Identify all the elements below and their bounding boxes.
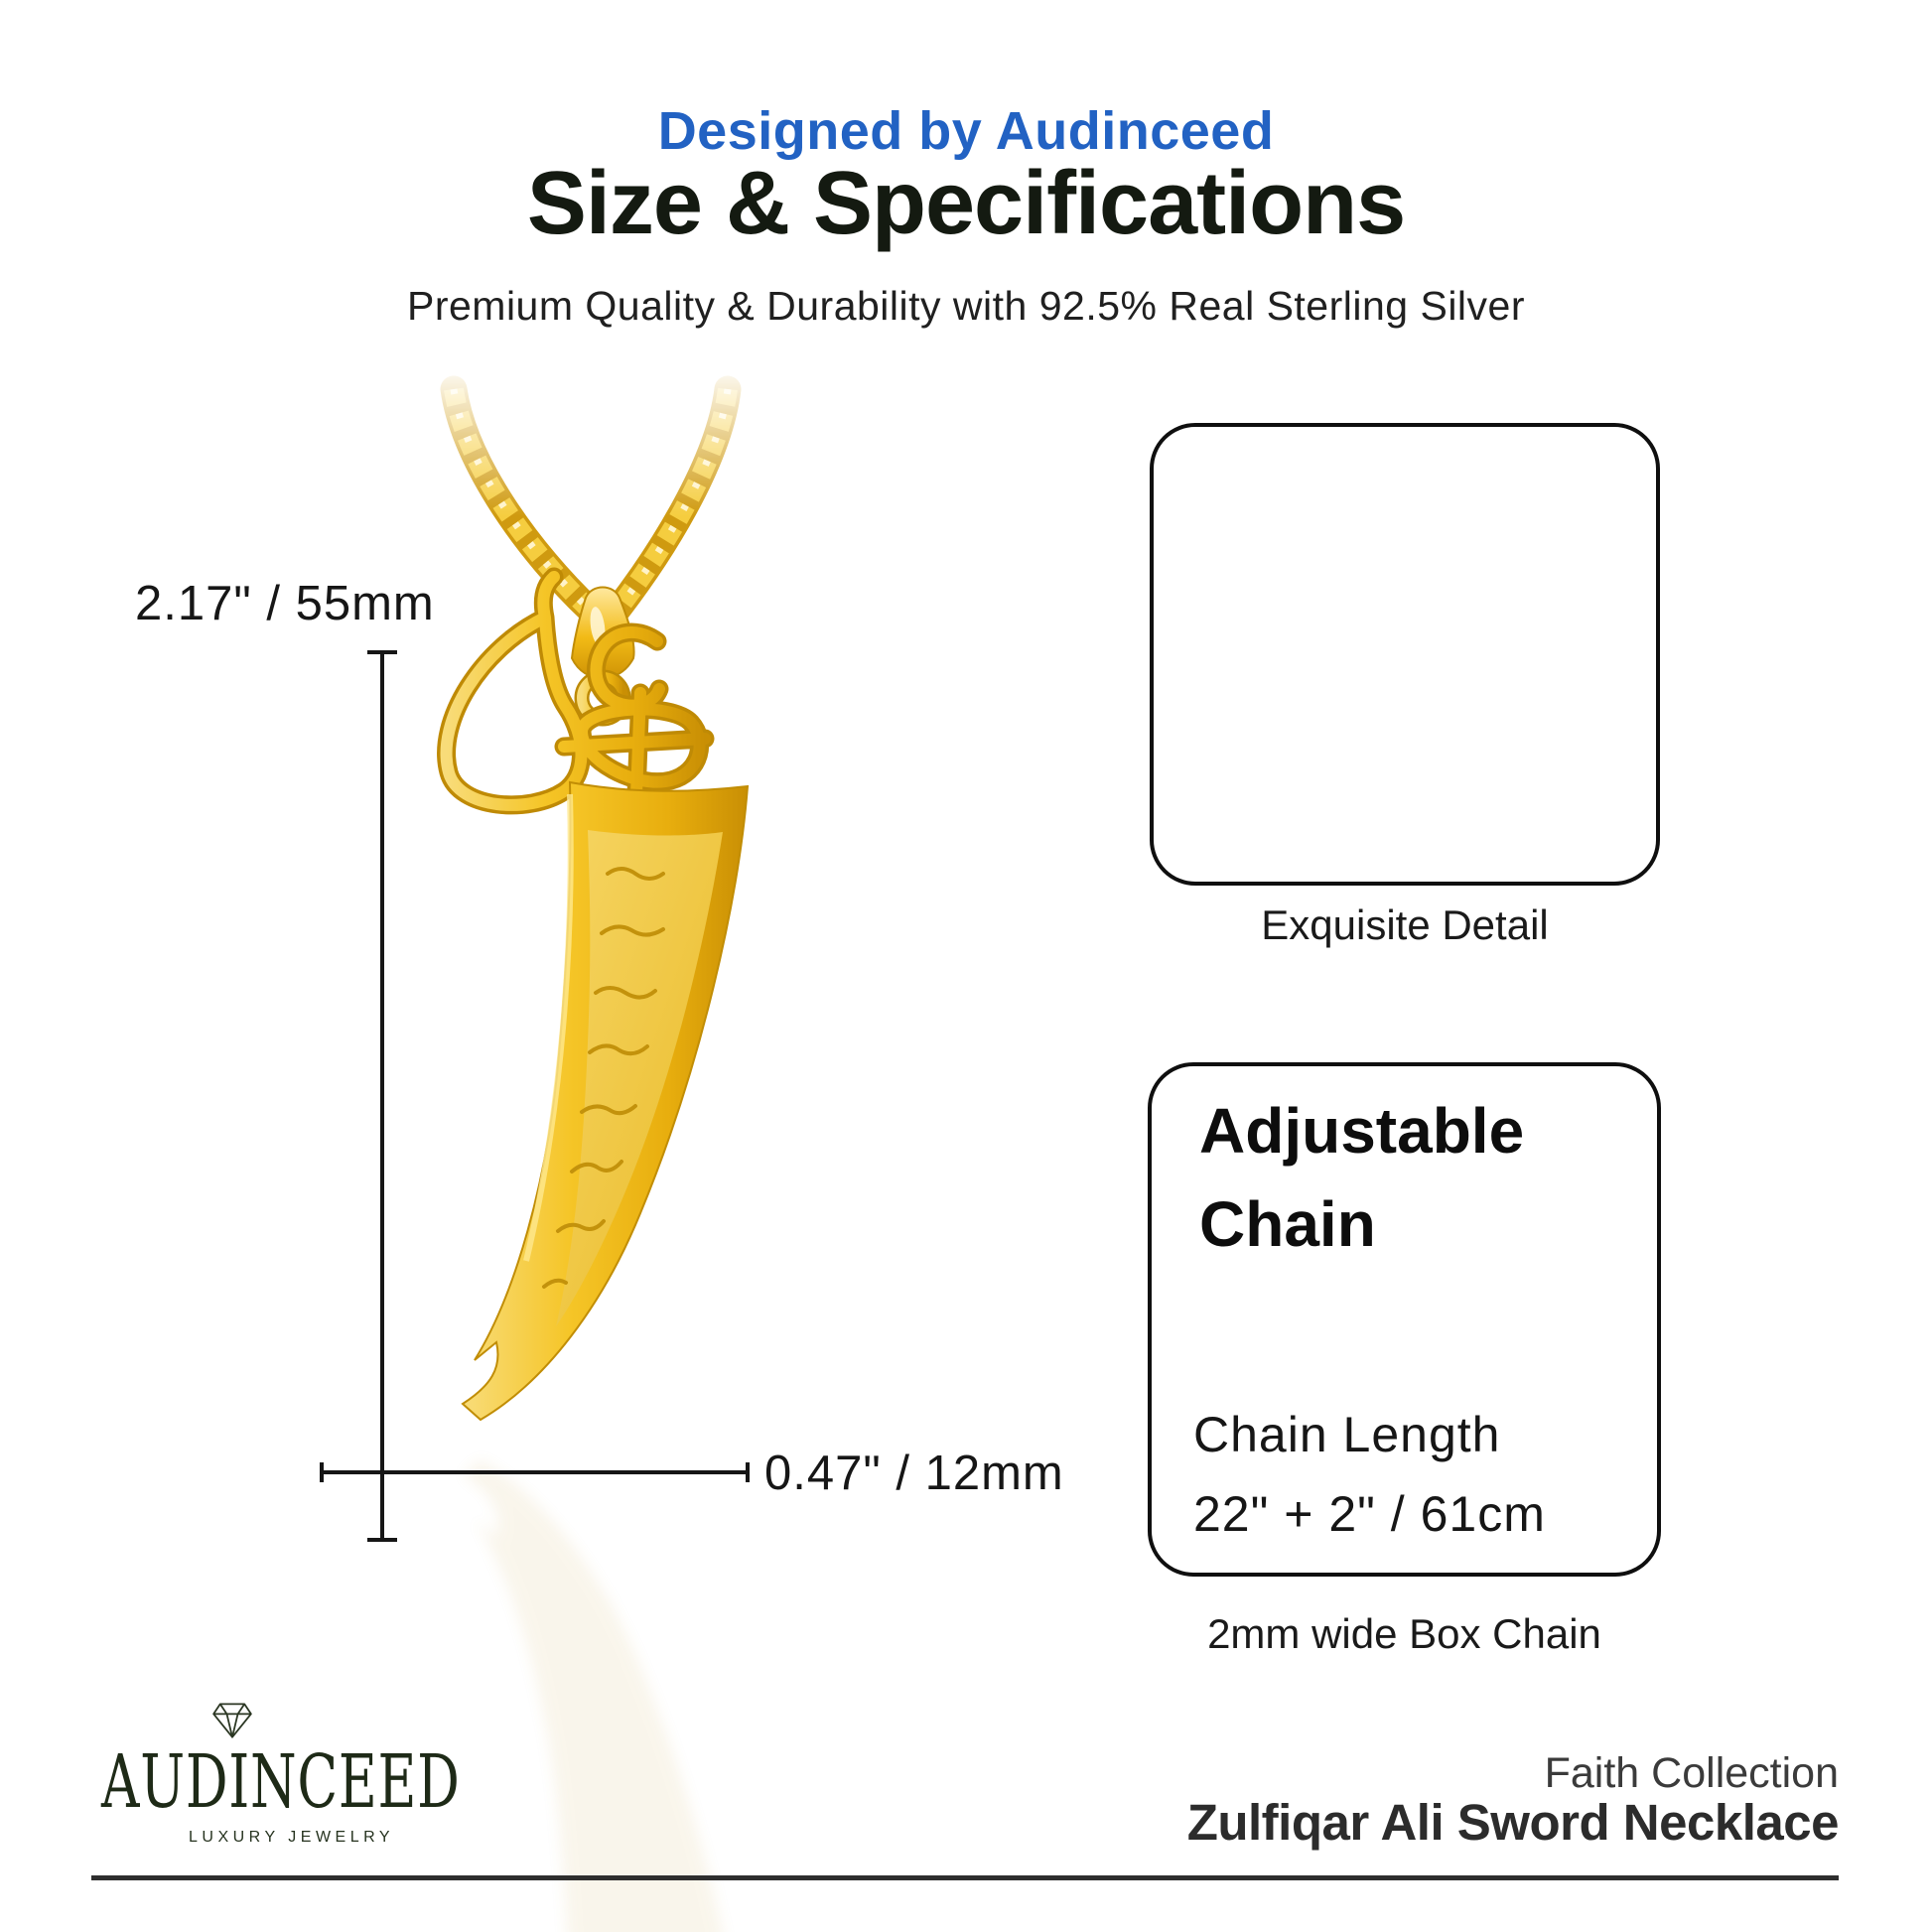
height-dimension-label: 2.17" / 55mm (135, 577, 435, 630)
adjustable-chain-title-line1: Adjustable (1199, 1095, 1525, 1167)
page-title: Size & Specifications (526, 154, 1406, 253)
exquisite-detail-box (1150, 423, 1660, 886)
width-dimension-tick-right (746, 1462, 750, 1482)
adjustable-chain-caption: 2mm wide Box Chain (1207, 1610, 1601, 1657)
chain-length-value: 22" + 2" / 61cm (1193, 1486, 1546, 1542)
blade-reflection (463, 1459, 748, 1932)
necklace-chain (454, 389, 728, 610)
width-dimension-label: 0.47" / 12mm (764, 1447, 1064, 1500)
designed-by-line: Designed by Audinceed (657, 101, 1275, 161)
width-dimension-line (320, 1470, 750, 1474)
adjustable-chain-title-line2: Chain (1199, 1188, 1376, 1260)
chain-length-label: Chain Length (1193, 1407, 1501, 1462)
height-dimension-line (380, 652, 384, 1542)
detail-zoom-view (1168, 151, 1619, 1932)
collection-label: Faith Collection (1544, 1749, 1839, 1797)
brand-logo-wordmark: AUDINCEED (101, 1739, 461, 1825)
diamond-icon (212, 1702, 252, 1739)
sword-blade (463, 782, 748, 1420)
height-dimension-cap-bottom (367, 1538, 397, 1542)
footer-divider (91, 1875, 1839, 1880)
brand-tagline: LUXURY JEWELRY (189, 1829, 395, 1846)
height-dimension-cap-top (367, 650, 397, 654)
width-dimension-tick-left (320, 1462, 324, 1482)
product-name: Zulfiqar Ali Sword Necklace (1186, 1794, 1839, 1851)
exquisite-detail-caption: Exquisite Detail (1261, 901, 1549, 948)
page-subtitle: Premium Quality & Durability with 92.5% Real Sterling Silver (406, 283, 1525, 329)
sword-pendant-illustration (447, 389, 748, 1932)
